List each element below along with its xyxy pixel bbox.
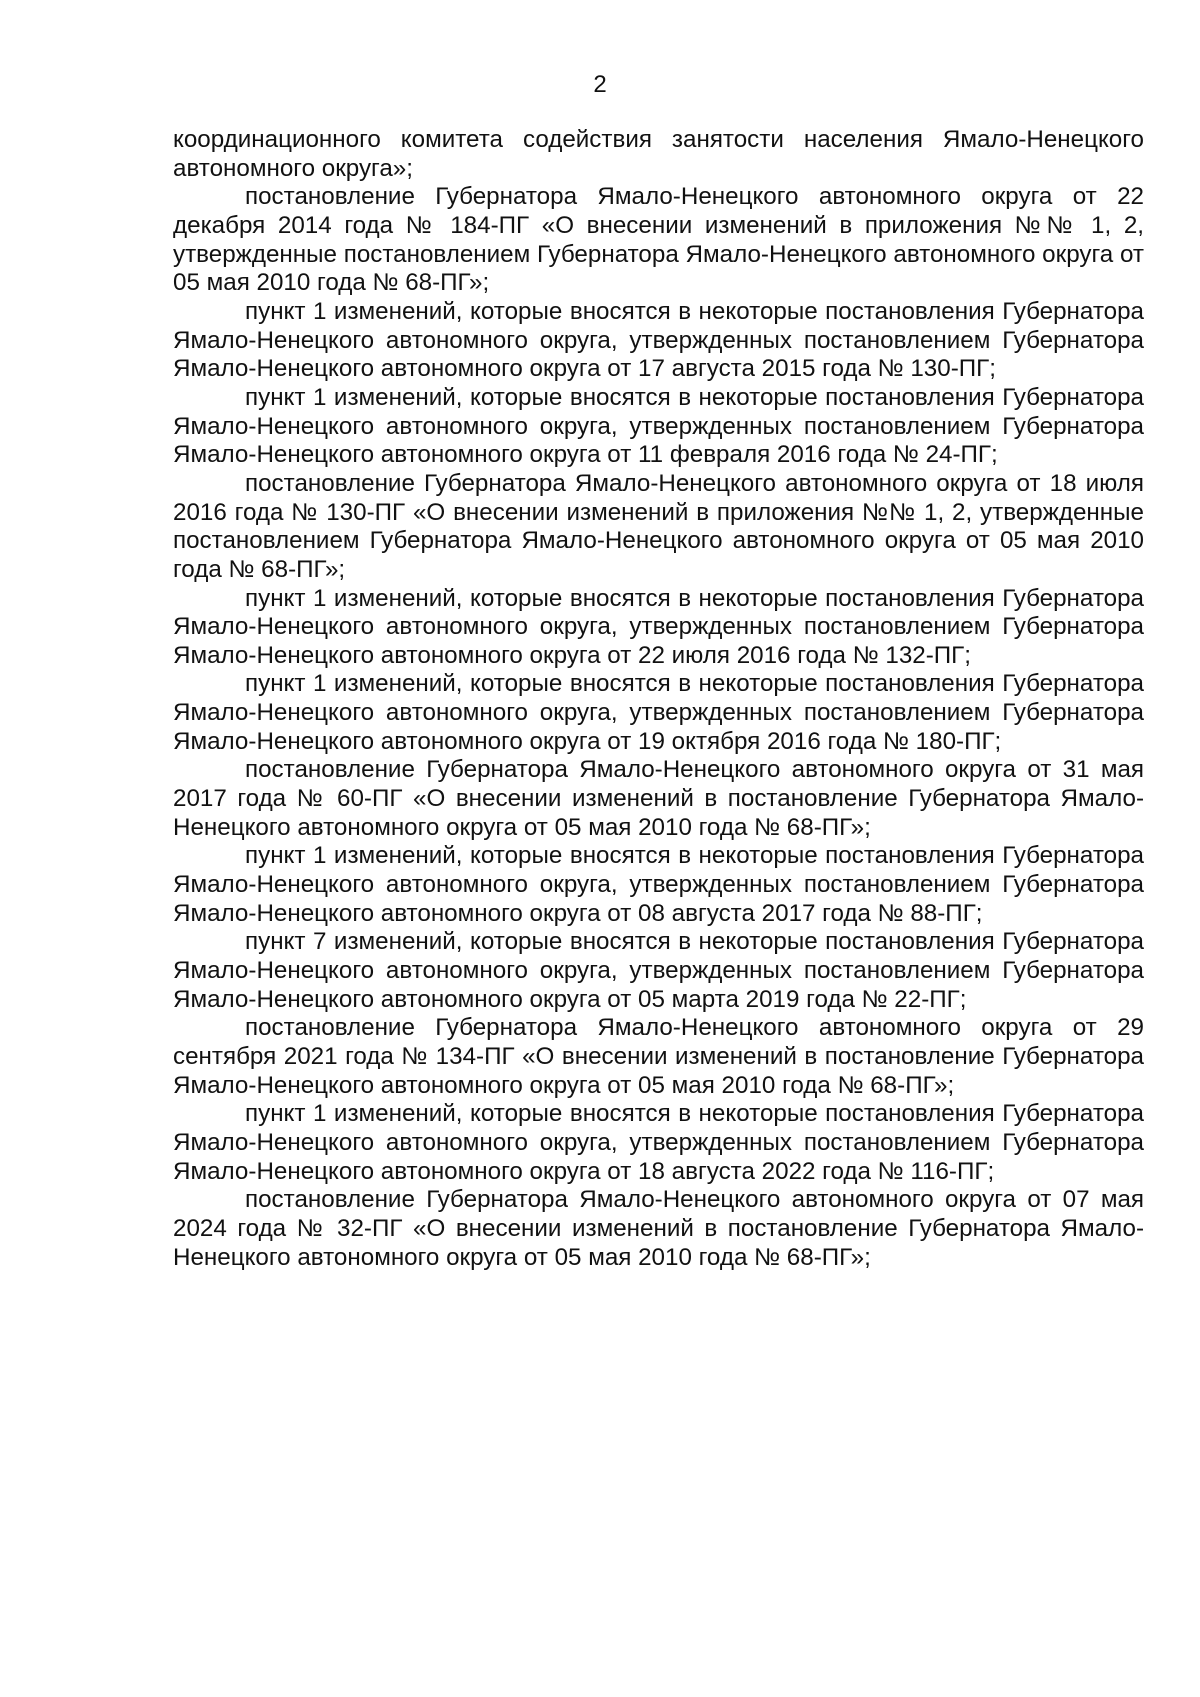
paragraph-item: пункт 1 изменений, которые вносятся в некоторые постановления Губернатора Ямало-Ненецкого автономного округа, утвержденных постановлением Губернатора Ямало-Ненецкого автономного округа от 11 февраля 2016 года № 24-ПГ;: [173, 383, 1144, 469]
page-number: 2: [593, 71, 607, 98]
paragraph-item: пункт 1 изменений, которые вносятся в некоторые постановления Губернатора Ямало-Ненецкого автономного округа, утвержденных постановлением Губернатора Ямало-Ненецкого автономного округа от 18 августа 2022 года № 116-ПГ;: [173, 1100, 1144, 1185]
paragraph-continuation: координационного комитета содействия занятости населения Ямало-Ненецкого автономного округа»;: [173, 126, 1144, 182]
paragraph-item: пункт 1 изменений, которые вносятся в некоторые постановления Губернатора Ямало-Ненецкого автономного округа, утвержденных постановлением Губернатора Ямало-Ненецкого автономного округа от 22 июля 2016 года № 132-ПГ;: [173, 584, 1144, 669]
paragraph-item: постановление Губернатора Ямало-Ненецкого автономного округа от 07 мая 2024 года № 32-ПГ «О внесении изменений в постановление Губернатора Ямало-Ненецкого автономного округа от 05 мая 2010 года № 68-ПГ»;: [173, 1186, 1144, 1271]
paragraph-item: постановление Губернатора Ямало-Ненецкого автономного округа от 29 сентября 2021 года № 134-ПГ «О внесении изменений в постановление Губернатора Ямало-Ненецкого автономного округа от 05 мая 2010 года № 68-ПГ»;: [173, 1014, 1144, 1099]
paragraph-item: постановление Губернатора Ямало-Ненецкого автономного округа от 18 июля 2016 года № 130-ПГ «О внесении изменений в приложения №№ 1, 2, утвержденные постановлением Губернатора Ямало-Ненецкого автономного округа от 05 мая 2010 года № 68-ПГ»;: [173, 469, 1144, 583]
paragraph-item: пункт 7 изменений, которые вносятся в некоторые постановления Губернатора Ямало-Ненецкого автономного округа, утвержденных постановлением Губернатора Ямало-Ненецкого автономного округа от 05 марта 2019 года № 22-ПГ;: [173, 928, 1144, 1013]
paragraph-item: пункт 1 изменений, которые вносятся в некоторые постановления Губернатора Ямало-Ненецкого автономного округа, утвержденных постановлением Губернатора Ямало-Ненецкого автономного округа от 17 августа 2015 года № 130-ПГ;: [173, 297, 1144, 383]
paragraph-item: пункт 1 изменений, которые вносятся в некоторые постановления Губернатора Ямало-Ненецкого автономного округа, утвержденных постановлением Губернатора Ямало-Ненецкого автономного округа от 19 октября 2016 года № 180-ПГ;: [173, 670, 1144, 755]
paragraph-item: постановление Губернатора Ямало-Ненецкого автономного округа от 22 декабря 2014 года № 184-ПГ «О внесении изменений в приложения №№ 1, 2, утвержденные постановлением Губернатора Ямало-Ненецкого автономного округа от 05 мая 2010 года № 68-ПГ»;: [173, 183, 1144, 297]
paragraph-item: пункт 1 изменений, которые вносятся в некоторые постановления Губернатора Ямало-Ненецкого автономного округа, утвержденных постановлением Губернатора Ямало-Ненецкого автономного округа от 08 августа 2017 года № 88-ПГ;: [173, 842, 1144, 927]
paragraph-item: постановление Губернатора Ямало-Ненецкого автономного округа от 31 мая 2017 года № 60-ПГ «О внесении изменений в постановление Губернатора Ямало-Ненецкого автономного округа от 05 мая 2010 года № 68-ПГ»;: [173, 756, 1144, 841]
document-body: [173, 126, 1144, 1272]
